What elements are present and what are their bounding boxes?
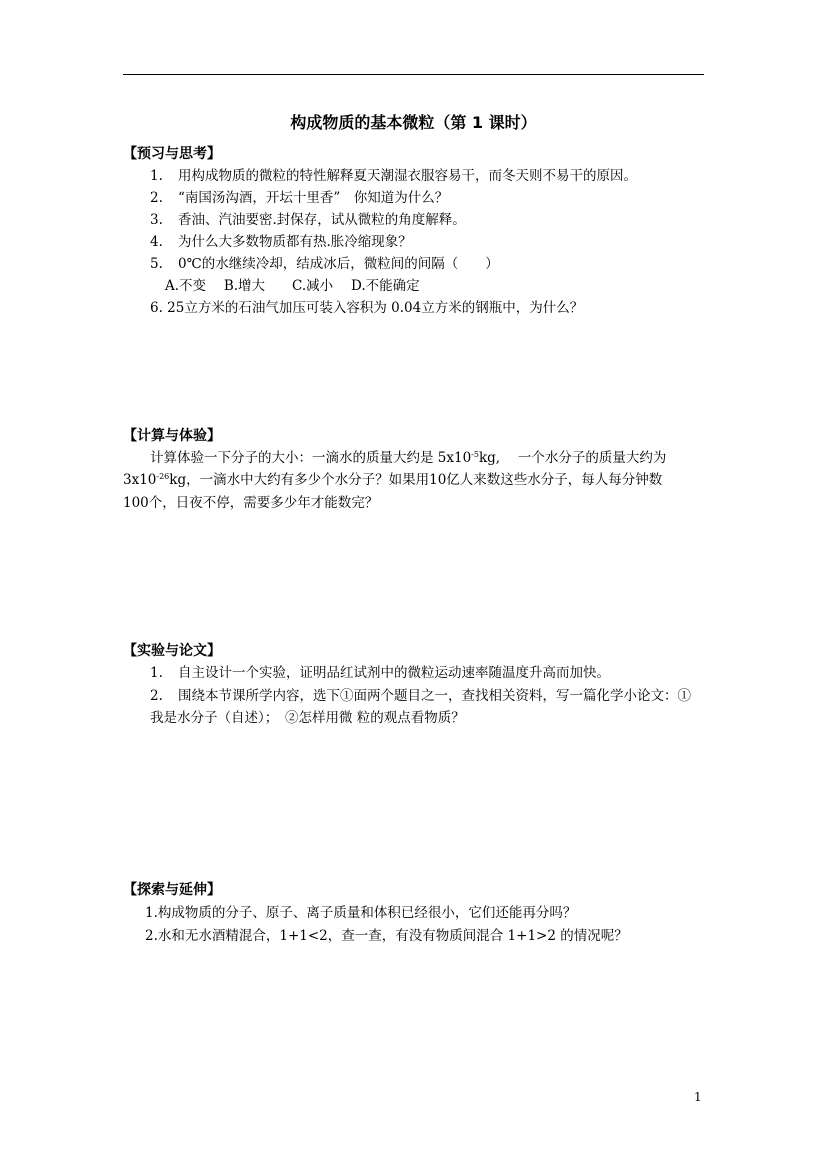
item-text: “南国汤沟酒，开坛十里香” 你知道为什么？ [178, 190, 449, 206]
exponent: -5 [471, 450, 479, 459]
list-item [150, 188, 448, 208]
item-text: 自主设计一个实验，证明品红试剂中的微粒运动速率随温度升高而加快。 [178, 665, 610, 681]
item-number: 3. [150, 212, 163, 228]
text-run: 3x10 [123, 472, 157, 488]
item-text: 围绕本节课所学内容，选下①面两个题目之一，查找相关资料，写一篇化学小论文：① [178, 688, 691, 704]
item-number: 5. [150, 256, 163, 272]
list-item [150, 232, 412, 252]
list-item [150, 166, 637, 186]
paragraph-line: 100个，日夜不停，需要多少年才能数完？ [123, 495, 379, 511]
text-run: kg，一滴水中大约有多少个水分子？如果用10亿人来数这些水分子，每人每分钟数 [169, 472, 663, 488]
paragraph-line [150, 448, 666, 468]
header-rule [123, 74, 704, 75]
section-heading-experiment: 【实验与论文】 [123, 643, 221, 659]
text-run: 计算体验一下分子的大小：一滴水的质量大约是 5x10 [150, 450, 472, 466]
item-number: 1. [150, 665, 163, 681]
text-run: kg, 一个水分子的质量大约为 [478, 450, 667, 466]
page-number: 1 [694, 1090, 702, 1104]
section-heading-calculation: 【计算与体验】 [123, 428, 221, 444]
list-item: 2.水和无水酒精混合，1+1<2，查一查，有没有物质间混合 1+1>2 的情况呢？ [145, 928, 628, 944]
section-heading-explore: 【探索与延伸】 [123, 882, 221, 898]
list-item [150, 686, 691, 706]
list-item [150, 210, 466, 230]
answer-options: A.不变 B.增大 C.减小 D.不能确定 [165, 278, 420, 294]
paragraph-line [123, 470, 662, 490]
item-number: 4. [150, 234, 163, 250]
item-number: 2. [150, 190, 163, 206]
list-item [150, 254, 499, 274]
item-text: 用构成物质的微粒的特性解释夏天潮湿衣服容易干，而冬天则不易干的原因。 [178, 168, 637, 184]
item-number: 1. [150, 168, 163, 184]
item-number: 2. [150, 688, 163, 704]
item-text: 香油、汽油要密.封保存，试从微粒的角度解释。 [178, 212, 466, 228]
list-item: 6. 25立方米的石油气加压可装入容积为 0.04立方米的钢瓶中，为什么？ [150, 300, 584, 316]
section-heading-preview: 【预习与思考】 [123, 146, 221, 162]
page-title: 构成物质的基本微粒（第 1 课时） [290, 113, 537, 132]
item-text: 0℃的水继续冷却，结成冰后，微粒间的间隔（ ） [178, 256, 499, 272]
list-item-continuation: 我是水分子（自述）； ②怎样用微 粒的观点看物质？ [150, 710, 465, 726]
item-text: 为什么大多数物质都有热.胀冷缩现象？ [178, 234, 412, 250]
list-item: 1.构成物质的分子、原子、离子质量和体积已经很小，它们还能再分吗？ [145, 905, 577, 921]
list-item [150, 663, 610, 683]
exponent: -26 [156, 472, 170, 481]
